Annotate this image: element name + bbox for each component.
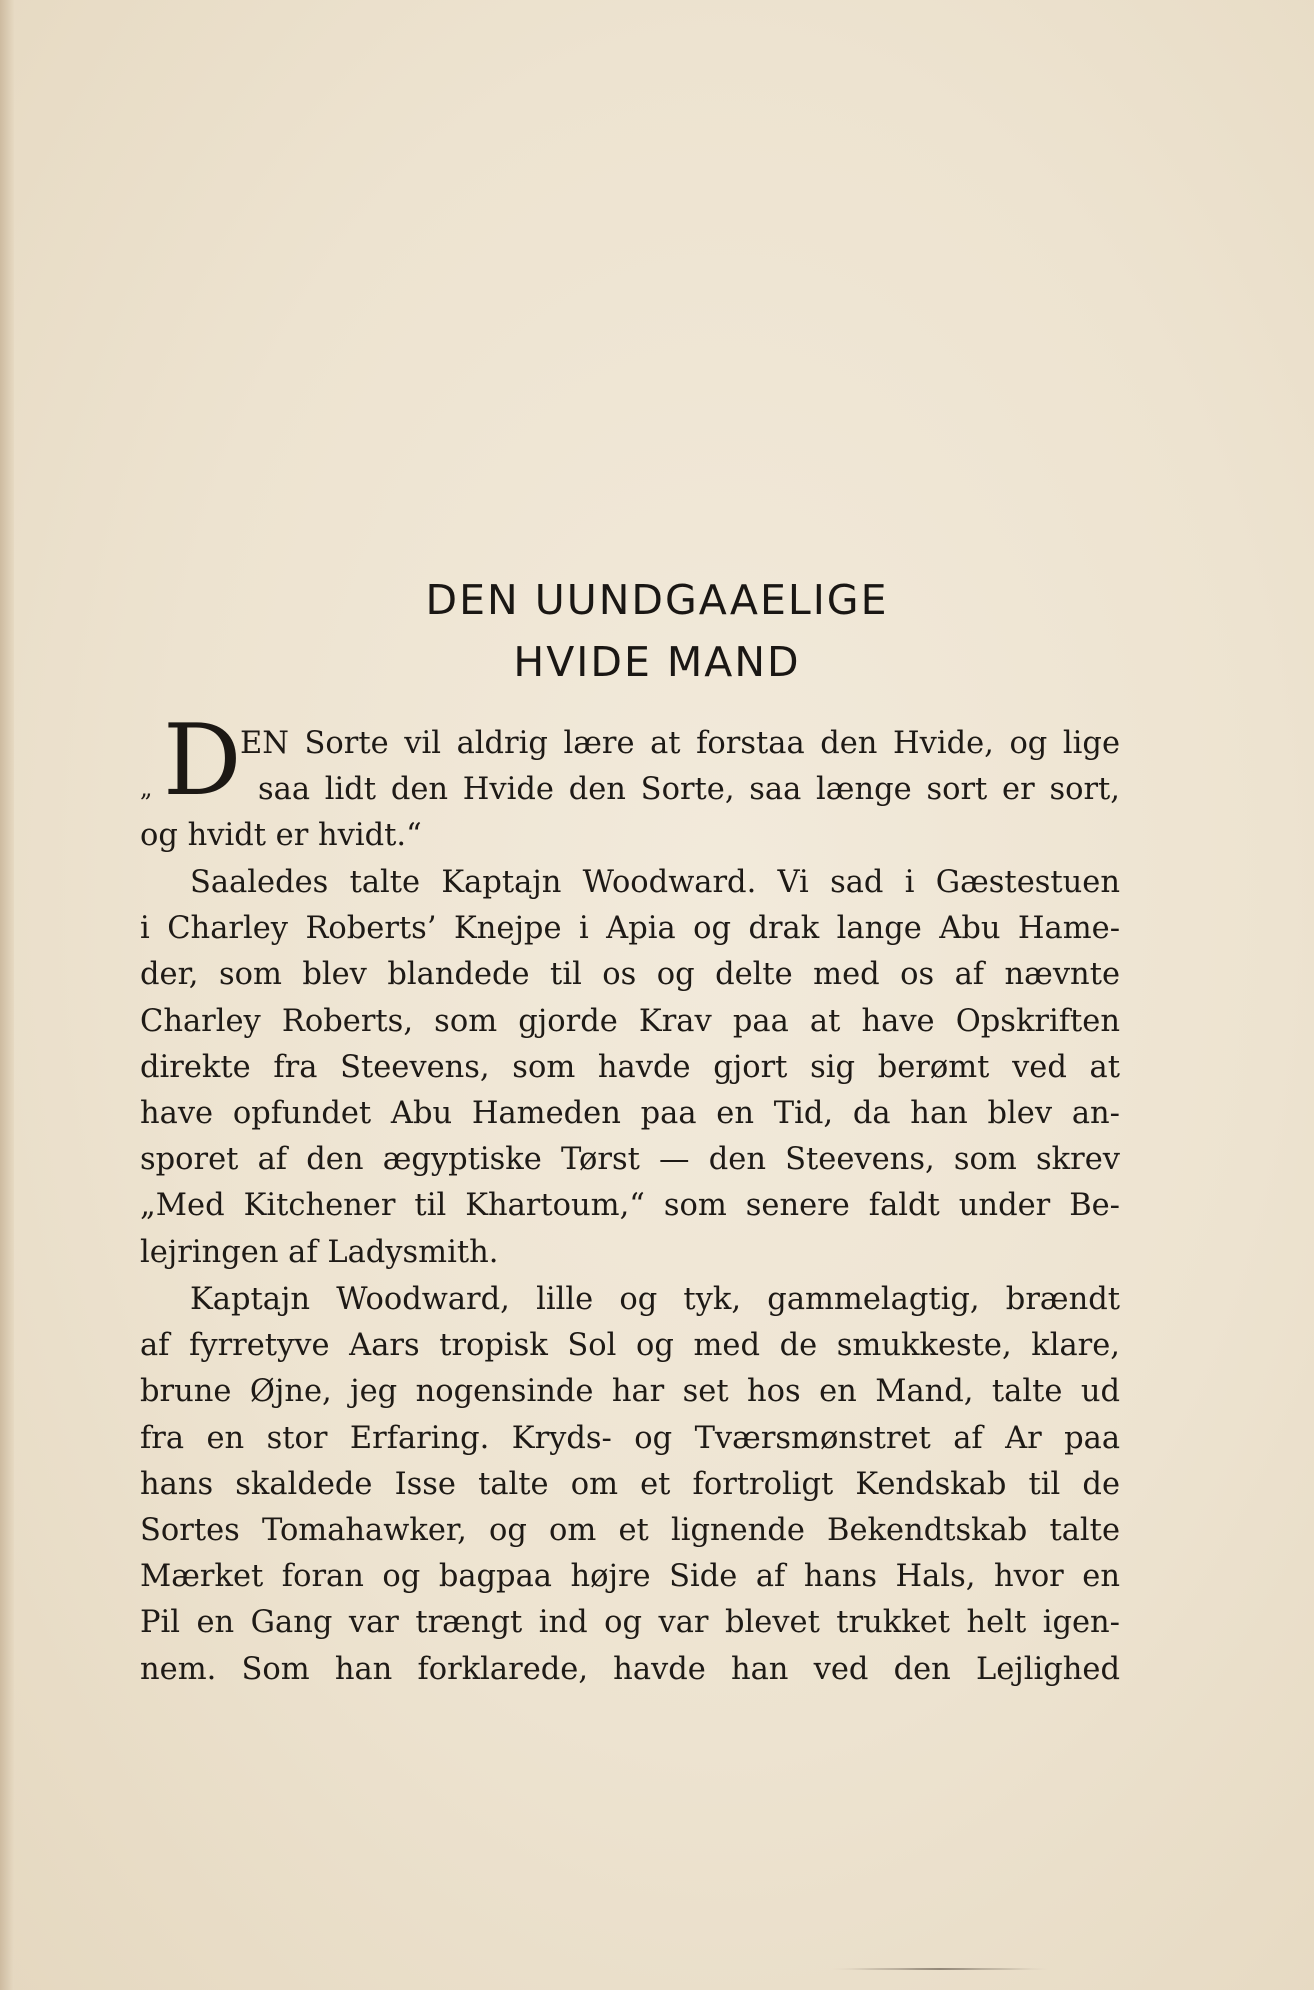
text-line: Mærket foran og bagpaa højre Side af hans Hals, hvor en: [140, 1559, 1120, 1595]
text-line: Saaledes talte Kaptajn Woodward. Vi sad i Gæstestuen: [190, 865, 1120, 900]
text-line: lejringen af Ladysmith.: [140, 1234, 499, 1270]
paragraph-2: [140, 860, 1120, 1276]
text-line: af fyrretyve Aars tropisk Sol og med de smukkeste, klare,: [140, 1328, 1120, 1364]
text-line: brune Øjne, jeg nogensinde har set hos en Mand, talte ud: [140, 1374, 1120, 1410]
page-gutter-shadow: [0, 0, 14, 1990]
text-line: og hvidt er hvidt.“: [140, 818, 422, 854]
drop-cap: D: [163, 704, 242, 818]
opening-quote-mark: „: [140, 774, 153, 802]
text-line: have opfundet Abu Hameden paa en Tid, da han blev an-: [140, 1095, 1120, 1131]
chapter-title-line-2: HVIDE MAND: [513, 638, 801, 686]
text-line: Pil en Gang var trængt ind og var blevet trukket helt igen-: [140, 1605, 1120, 1641]
text-line: der, som blev blandede til os og delte med os af nævnte: [140, 957, 1120, 993]
text-line: Kaptajn Woodward, lille og tyk, gammelagtig, brændt: [190, 1282, 1120, 1317]
text-line: Charley Roberts, som gjorde Krav paa at have Opskriften: [140, 1003, 1120, 1039]
text-line: sporet af den ægyptiske Tørst — den Steevens, som skrev: [140, 1142, 1120, 1178]
text-line: EN Sorte vil aldrig lære at forstaa den Hvide, og lige: [240, 726, 1120, 761]
text-line: „Med Kitchener til Khartoum,“ som senere faldt under Be-: [140, 1188, 1120, 1224]
text-line: i Charley Roberts’ Knejpe i Apia og drak lange Abu Hame-: [140, 911, 1120, 947]
text-line: saa lidt den Hvide den Sorte, saa længe sort er sort,: [258, 772, 1120, 808]
text-line: hans skaldede Isse talte om et fortroligt Kendskab til de: [140, 1466, 1120, 1502]
text-line: nem. Som han forklarede, havde han ved den Lejlighed: [140, 1651, 1120, 1687]
text-line: direkte fra Steevens, som havde gjort sig berømt ved at: [140, 1049, 1120, 1085]
text-line: Sortes Tomahawker, og om et lignende Bekendtskab talte: [140, 1512, 1120, 1548]
paragraph-1: [140, 721, 1120, 860]
page-edge-mark: [830, 1968, 1050, 1970]
text-line: fra en stor Erfaring. Kryds- og Tværsmønstret af Ar paa: [140, 1420, 1120, 1456]
paragraph-3: [140, 1277, 1120, 1693]
chapter-title-line-1: DEN UUNDGAAELIGE: [425, 576, 889, 624]
